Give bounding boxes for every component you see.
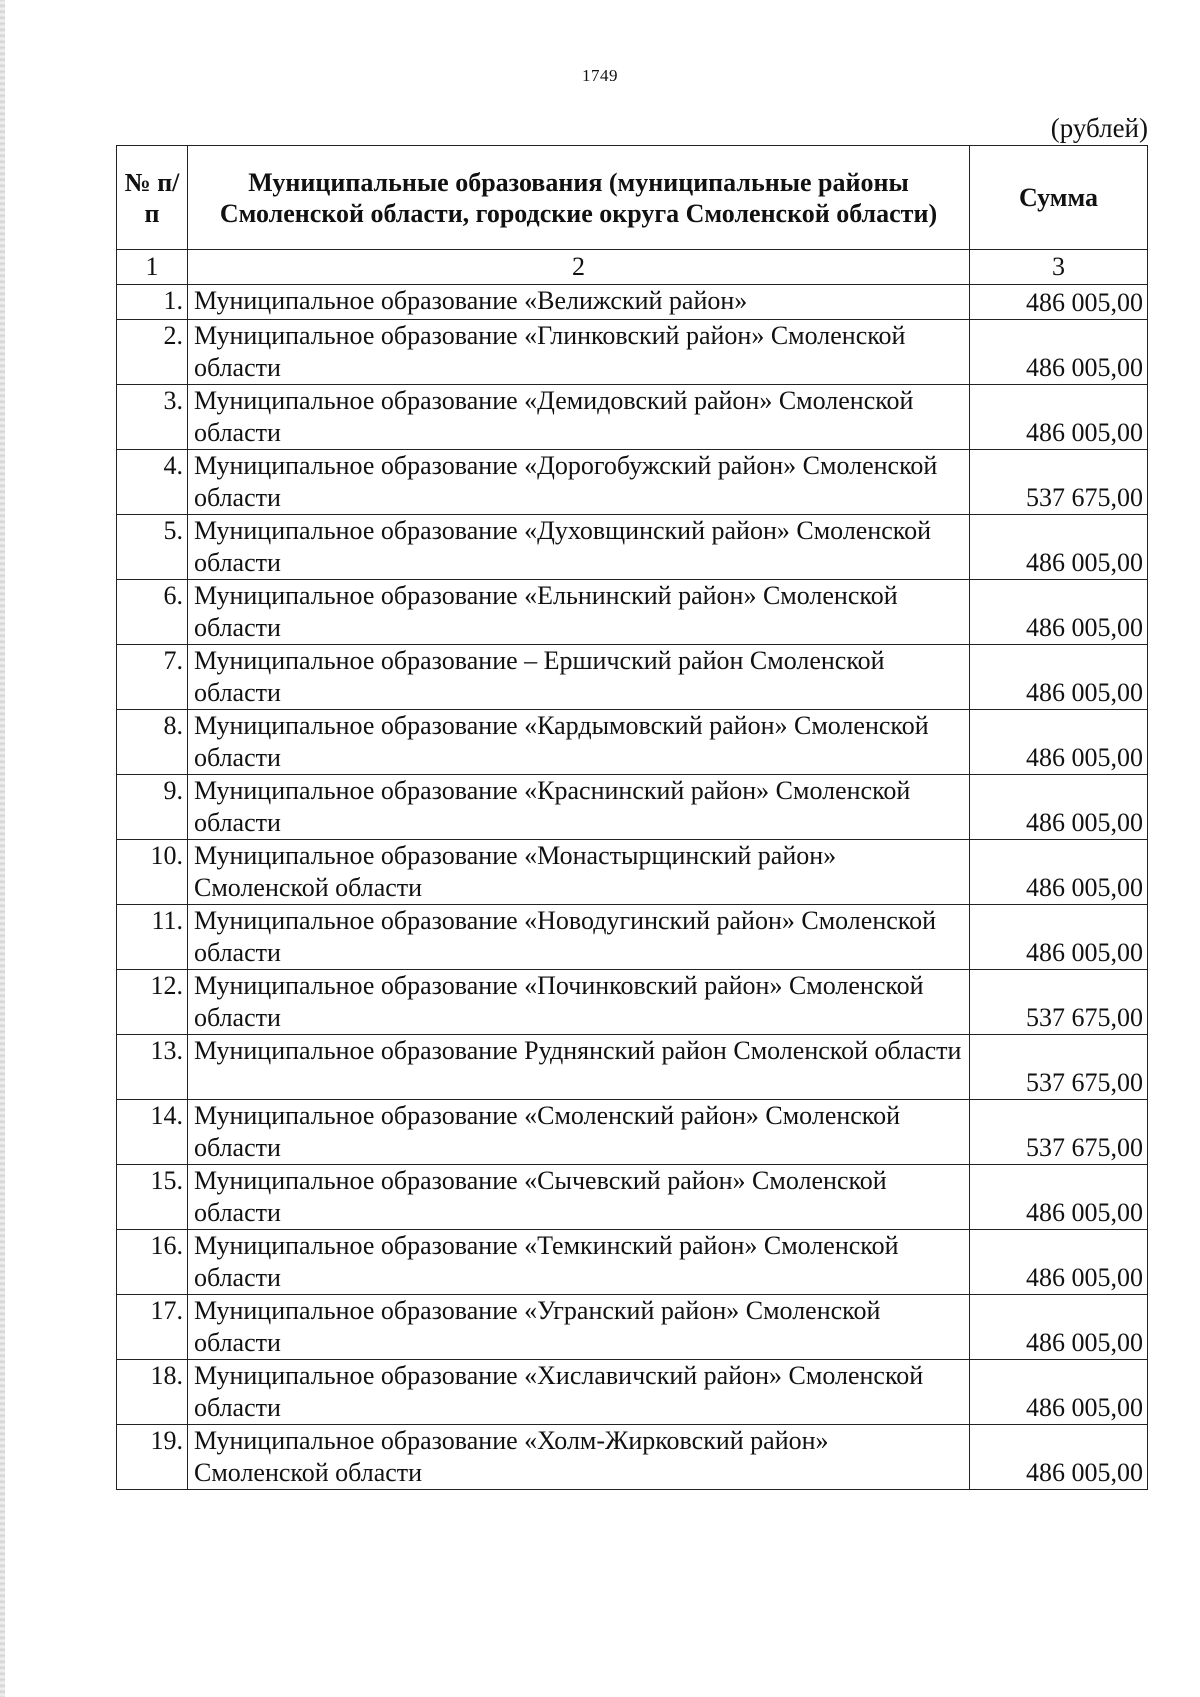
municipality-name: Муниципальное образование «Демидовский район» Смоленской области xyxy=(188,385,970,450)
table-row xyxy=(117,385,1148,450)
municipality-name: Муниципальное образование «Смоленский район» Смоленской области xyxy=(188,1100,970,1165)
column-number-row xyxy=(117,250,1148,285)
row-sum: 486 005,00 xyxy=(970,580,1148,645)
header-sum: Сумма xyxy=(970,146,1148,250)
row-sum: 486 005,00 xyxy=(970,285,1148,320)
municipality-name: Муниципальное образование «Краснинский район» Смоленской области xyxy=(188,775,970,840)
scan-edge xyxy=(0,0,5,1697)
row-sum: 537 675,00 xyxy=(970,1035,1148,1100)
table-row xyxy=(117,320,1148,385)
municipality-name: Муниципальное образование – Ершичский район Смоленской области xyxy=(188,645,970,710)
municipality-name: Муниципальное образование «Велижский район» xyxy=(188,285,970,320)
table-row xyxy=(117,970,1148,1035)
row-number: 17. xyxy=(117,1295,188,1360)
row-sum: 486 005,00 xyxy=(970,710,1148,775)
table-row xyxy=(117,450,1148,515)
row-number: 2. xyxy=(117,320,188,385)
table-row xyxy=(117,285,1148,320)
municipality-name: Муниципальное образование «Холм-Жирковский район» Смоленской области xyxy=(188,1425,970,1490)
header-num: № п/п xyxy=(117,146,188,250)
municipality-name: Муниципальное образование «Новодугинский район» Смоленской области xyxy=(188,905,970,970)
table-row xyxy=(117,710,1148,775)
row-number: 16. xyxy=(117,1230,188,1295)
row-number: 6. xyxy=(117,580,188,645)
row-number: 7. xyxy=(117,645,188,710)
header-name: Муниципальные образования (муниципальные районы Смоленской области, городские округа Смоленской области) xyxy=(188,146,970,250)
row-number: 18. xyxy=(117,1360,188,1425)
row-number: 14. xyxy=(117,1100,188,1165)
table-row xyxy=(117,840,1148,905)
row-sum: 486 005,00 xyxy=(970,1425,1148,1490)
table-row xyxy=(117,645,1148,710)
table-row xyxy=(117,1035,1148,1100)
row-sum: 486 005,00 xyxy=(970,515,1148,580)
units-label: (рублей) xyxy=(1050,113,1148,143)
municipality-name: Муниципальное образование «Починковский район» Смоленской области xyxy=(188,970,970,1035)
allocation-table xyxy=(116,145,1148,1490)
municipality-name: Муниципальное образование «Угранский район» Смоленской области xyxy=(188,1295,970,1360)
table-row xyxy=(117,1165,1148,1230)
row-number: 15. xyxy=(117,1165,188,1230)
municipality-name: Муниципальное образование «Кардымовский район» Смоленской области xyxy=(188,710,970,775)
row-sum: 486 005,00 xyxy=(970,840,1148,905)
table-row xyxy=(117,1230,1148,1295)
municipality-name: Муниципальное образование «Хиславичский район» Смоленской области xyxy=(188,1360,970,1425)
row-sum: 486 005,00 xyxy=(970,320,1148,385)
row-number: 19. xyxy=(117,1425,188,1490)
row-number: 11. xyxy=(117,905,188,970)
row-sum: 486 005,00 xyxy=(970,385,1148,450)
column-number: 3 xyxy=(970,250,1148,285)
table-row xyxy=(117,515,1148,580)
municipality-name: Муниципальное образование «Монастырщинский район» Смоленской области xyxy=(188,840,970,905)
row-number: 1. xyxy=(117,285,188,320)
row-sum: 486 005,00 xyxy=(970,1230,1148,1295)
municipality-name: Муниципальное образование «Глинковский район» Смоленской области xyxy=(188,320,970,385)
row-number: 10. xyxy=(117,840,188,905)
row-number: 9. xyxy=(117,775,188,840)
table-body xyxy=(117,285,1148,1490)
table-row xyxy=(117,905,1148,970)
row-number: 8. xyxy=(117,710,188,775)
column-number: 1 xyxy=(117,250,188,285)
row-sum: 486 005,00 xyxy=(970,1360,1148,1425)
table-row xyxy=(117,1425,1148,1490)
table-row xyxy=(117,775,1148,840)
row-number: 3. xyxy=(117,385,188,450)
row-sum: 486 005,00 xyxy=(970,1165,1148,1230)
row-sum: 486 005,00 xyxy=(970,905,1148,970)
row-number: 12. xyxy=(117,970,188,1035)
table-header-row xyxy=(117,146,1148,250)
row-sum: 537 675,00 xyxy=(970,1100,1148,1165)
row-number: 5. xyxy=(117,515,188,580)
row-sum: 486 005,00 xyxy=(970,645,1148,710)
page-number: 1749 xyxy=(582,66,618,85)
row-number: 13. xyxy=(117,1035,188,1100)
row-sum: 537 675,00 xyxy=(970,450,1148,515)
table-row xyxy=(117,1295,1148,1360)
row-sum: 486 005,00 xyxy=(970,775,1148,840)
row-sum: 486 005,00 xyxy=(970,1295,1148,1360)
table-row xyxy=(117,580,1148,645)
municipality-name: Муниципальное образование «Темкинский район» Смоленской области xyxy=(188,1230,970,1295)
municipality-name: Муниципальное образование Руднянский район Смоленской области xyxy=(188,1035,970,1100)
row-number: 4. xyxy=(117,450,188,515)
table-row xyxy=(117,1100,1148,1165)
municipality-name: Муниципальное образование «Сычевский район» Смоленской области xyxy=(188,1165,970,1230)
column-number: 2 xyxy=(188,250,970,285)
table-row xyxy=(117,1360,1148,1425)
municipality-name: Муниципальное образование «Дорогобужский район» Смоленской области xyxy=(188,450,970,515)
row-sum: 537 675,00 xyxy=(970,970,1148,1035)
municipality-name: Муниципальное образование «Духовщинский район» Смоленской области xyxy=(188,515,970,580)
municipality-name: Муниципальное образование «Ельнинский район» Смоленской области xyxy=(188,580,970,645)
